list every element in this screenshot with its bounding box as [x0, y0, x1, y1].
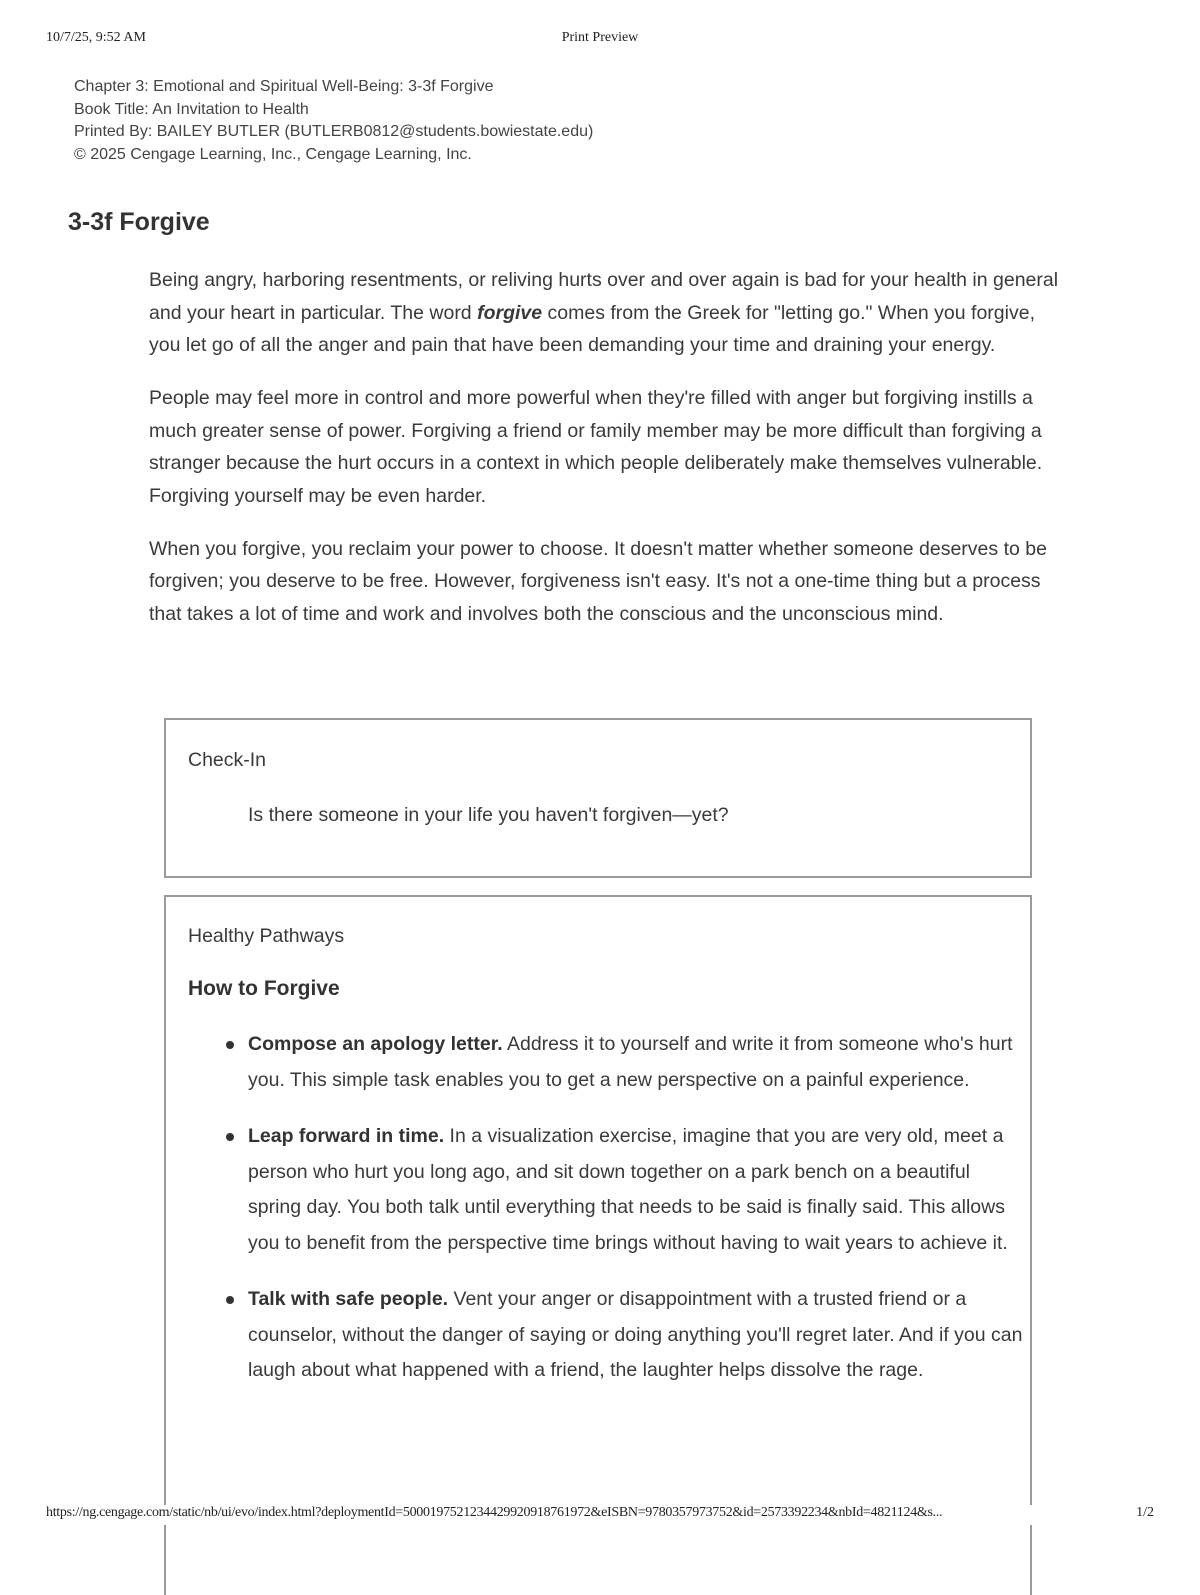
- paragraph-1-start: Being angry, harboring resentments, or reliving hurts over and over again is bad for your health in general and your heart in particular. The word: [149, 269, 1059, 324]
- healthy-pathways-box: [164, 895, 1032, 1595]
- list-item-title: Leap forward in time.: [248, 1125, 445, 1147]
- printed-by-line: Printed By: BAILEY BUTLER (BUTLERB0812@students.bowiestate.edu): [74, 123, 594, 140]
- check-in-label: Check-In: [188, 749, 267, 771]
- bullet-icon: [226, 1133, 234, 1141]
- print-datetime: 10/7/25, 9:52 AM: [46, 30, 146, 45]
- list-item-text: In a visualization exercise, imagine that you are very old, meet a person who hurt you long ago, and sit down together on a park bench on a beautiful spring day. You both talk until everything that needs to be said is finally said. This allows you to benefit from the perspective time brings without having to wait years to achieve it.: [248, 1125, 1008, 1254]
- forgive-tips-list: [224, 1027, 1028, 1410]
- healthy-pathways-label: Healthy Pathways: [188, 925, 345, 947]
- list-item: [248, 1027, 1028, 1098]
- section-title: 3-3f Forgive: [68, 208, 210, 236]
- check-in-box: [164, 718, 1032, 878]
- paragraph-3: When you forgive, you reclaim your power to choose. It doesn't matter whether someone deserves to be forgiven; you deserve to be free. However, forgiveness isn't easy. It's not a one-time thing but a process that takes a lot of time and work and involves both the conscious and the unconscious mind.: [149, 537, 1047, 625]
- paragraph-2: People may feel more in control and more powerful when they're filled with anger but forgiving instills a much greater sense of power. Forgiving a friend or family member may be more difficult than forgiving a stranger because the hurt occurs in a context in which people deliberately make themselves vulnerable. Forgiving yourself may be even harder.: [149, 387, 1043, 507]
- list-item-title: Talk with safe people.: [248, 1288, 449, 1310]
- copyright-line: © 2025 Cengage Learning, Inc., Cengage Learning, Inc.: [74, 145, 472, 163]
- print-footer: [46, 1505, 1154, 1525]
- list-item: [248, 1119, 1028, 1261]
- chapter-line: Chapter 3: Emotional and Spiritual Well-Being: 3-3f Forgive: [74, 78, 494, 95]
- document-meta: [74, 76, 593, 166]
- paragraph-1: [149, 264, 1059, 362]
- emphasis-forgive: forgive: [477, 301, 543, 324]
- book-title-line: Book Title: An Invitation to Health: [74, 100, 309, 118]
- page-url: https://ng.cengage.com/static/nb/ui/evo/index.html?deploymentId=5000197521234429920918761972&eISBN=9780357973752&id=2573392234&nbId=4821124&s...: [46, 1505, 943, 1520]
- body-text: [149, 264, 1059, 651]
- print-title: Print Preview: [561, 30, 639, 45]
- page-number: 1/2: [1136, 1505, 1154, 1520]
- how-to-forgive-heading: How to Forgive: [188, 977, 340, 1000]
- bullet-icon: [226, 1041, 234, 1049]
- list-item: [248, 1282, 1028, 1389]
- bullet-icon: [226, 1296, 234, 1304]
- list-item-title: Compose an apology letter.: [248, 1033, 503, 1055]
- list-item-text: Vent your anger or disappointment with a trusted friend or a counselor, without the danger of saying or doing anything you'll regret later. And if you can laugh about what happened with a friend, the laughter helps dissolve the rage.: [248, 1288, 1023, 1381]
- check-in-question: Is there someone in your life you haven't forgiven—yet?: [248, 804, 729, 826]
- print-header: [46, 30, 1154, 50]
- paragraph-1-end: comes from the Greek for "letting go." When you forgive, you let go of all the anger and pain that have been demanding your time and draining your energy.: [149, 301, 1035, 356]
- list-item-text: Address it to yourself and write it from someone who's hurt you. This simple task enables you to get a new perspective on a painful experience.: [248, 1033, 1013, 1091]
